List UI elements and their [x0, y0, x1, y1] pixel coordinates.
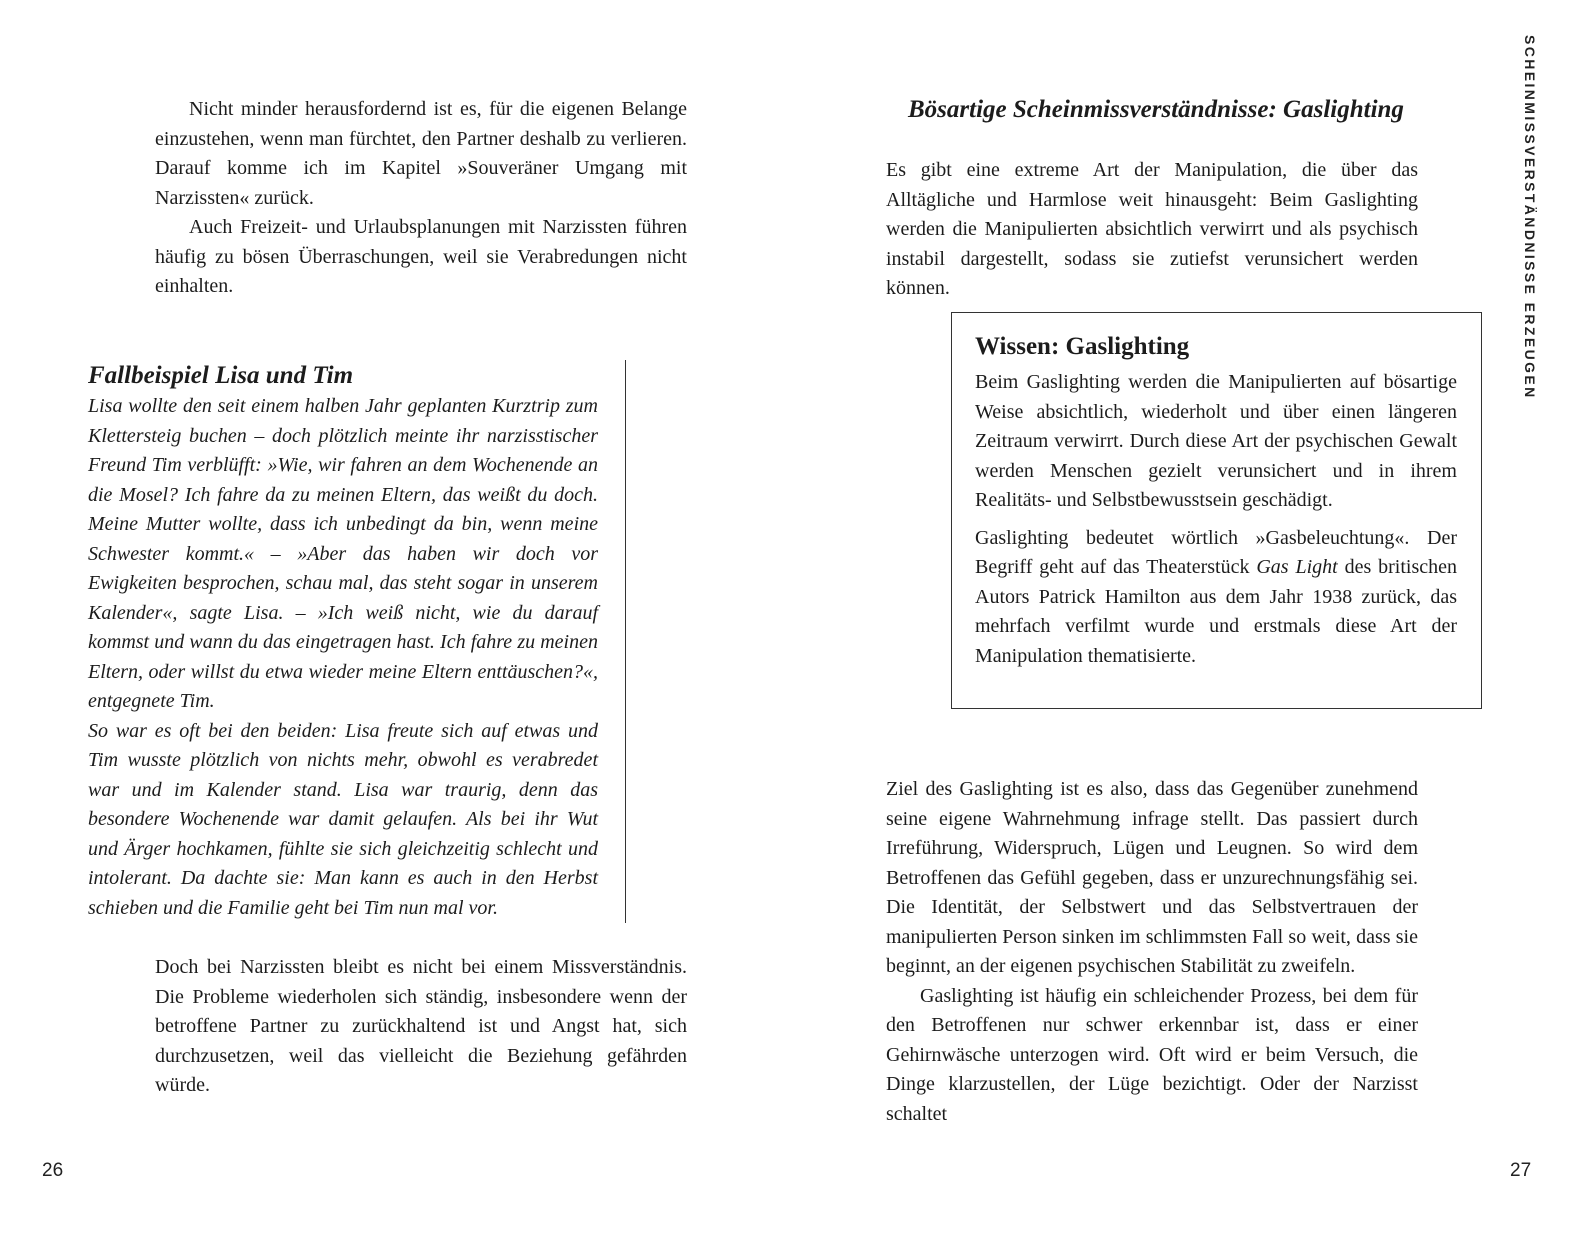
- knowledge-box-title: Wissen: Gaslighting: [975, 333, 1190, 360]
- body-paragraph: Auch Freizeit- und Urlaubsplanungen mit Narzissten führen häufig zu bösen Überraschungen, weil sie Verabredungen nicht einhalten.: [155, 216, 687, 297]
- page-number-right: 27: [1510, 1160, 1532, 1181]
- text-segment: Gaslighting bedeutet wörtlich »Gasbeleuchtung«. Der Begriff geht auf das Theaterstück: [975, 526, 1457, 578]
- left-top-text-block: [155, 95, 687, 302]
- body-paragraph: Ziel des Gaslighting ist es also, dass das Gegenüber zunehmend seine eigene Wahrnehmung infrage stellt. Das passiert durch Irreführung, Widerspruch, Lügen und Leugnen. So wird dem Betroffenen das Gefühl gegeben, dass er unzurechnungsfähig sei. Die Identität, der Selbstwert und das Selbstvertrauen der manipulierten Person sinken im schlimmsten Fall so weit, dass sie beginnt, an der eigenen psychischen Stabilität zu zweifeln.: [886, 778, 1418, 977]
- case-study-title: Fallbeispiel Lisa und Tim: [88, 362, 354, 389]
- text-segment: des britischen Autors Patrick Hamilton aus dem Jahr 1938 zurück, das mehrfach verfilmt wurde und erstmals diese Art der Manipulation thematisierte.: [975, 556, 1457, 667]
- knowledge-box: [951, 312, 1482, 709]
- knowledge-box-paragraph: Beim Gaslighting werden die Manipulierten auf bösartige Weise absichtlich, wiederholt und über einen längeren Zeitraum verwirrt. Durch diese Art der psychischen Gewalt werden Menschen gezielt verunsichert und in ihrem Realitäts- und Selbstbewusstsein geschädigt.: [975, 371, 1457, 511]
- body-paragraph: Gaslighting ist häufig ein schleichender Prozess, bei dem für den Betroffenen nur schwer erkennbar ist, dass er einer Gehirnwäsche unterzogen wird. Oft wird er beim Versuch, die Dinge klarzustellen, der Lüge bezichtigt. Oder der Narzisst schaltet: [886, 984, 1418, 1125]
- intro-text-block: [886, 156, 1418, 304]
- knowledge-box-paragraph: [975, 524, 1457, 672]
- page-number-left: 26: [42, 1160, 64, 1181]
- work-title: Gas Light: [1256, 556, 1338, 578]
- running-head: SCHEINMISSVERSTÄNDNISSE ERZEUGEN: [1522, 35, 1538, 400]
- left-bottom-text-block: [155, 953, 687, 1101]
- body-paragraph: Nicht minder herausfordernd ist es, für die eigenen Belange einzustehen, wenn man fürchtet, den Partner deshalb zu verlieren. Darauf komme ich im Kapitel »Souveräner Umgang mit Narzissten« zurück.: [155, 98, 687, 209]
- case-study-paragraph: Lisa wollte den seit einem halben Jahr geplanten Kurztrip zum Klettersteig buchen – doch plötzlich meinte ihr narzisstischer Freund Tim verblüfft: »Wie, wir fahren an dem Wochenende an die Mosel? Ich fahre da zu meinen Eltern, das weißt du doch. Meine Mutter wollte, dass ich unbedingt da bin, wenn meine Schwester kommt.« – »Aber das haben wir doch vor Ewigkeiten besprochen, schau mal, das steht sogar in unserem Kalender«, sagte Lisa. – »Ich weiß nicht, wie du darauf kommst und wann du das eingetragen hast. Ich fahre zu meinen Eltern, oder willst du etwa wieder meine Eltern enttäuschen?«, entgegnete Tim.: [88, 395, 598, 712]
- right-bottom-text-block: [886, 775, 1418, 1129]
- intro-paragraph: Es gibt eine extreme Art der Manipulation, die über das Alltägliche und Harmlose weit hinausgeht: Beim Gaslighting werden die Manipulierten absichtlich verwirrt und als psychisch instabil dargestellt, sodass sie zutiefst verunsichert werden können.: [886, 159, 1418, 299]
- body-paragraph: Doch bei Narzissten bleibt es nicht bei einem Missverständnis. Die Probleme wiederholen sich ständig, insbesondere wenn der betroffene Partner zu zurückhaltend ist und Angst hat, sich durchzusetzen, weil das vielleicht die Beziehung gefährden würde.: [155, 956, 687, 1096]
- case-study-paragraph: So war es oft bei den beiden: Lisa freute sich auf etwas und Tim wusste plötzlich von nichts mehr, obwohl es verabredet war und im Kalender stand. Lisa war traurig, denn das besondere Wochenende war damit gelaufen. Als bei ihr Wut und Ärger hochkamen, fühlte sie sich gleichzeitig schlecht und intolerant. Da dachte sie: Man kann es auch in den Herbst schieben und die Familie geht bei Tim nun mal vor.: [88, 719, 598, 919]
- case-study-box: [88, 360, 626, 923]
- section-heading: Bösartige Scheinmissverständnisse: Gaslighting: [908, 96, 1404, 123]
